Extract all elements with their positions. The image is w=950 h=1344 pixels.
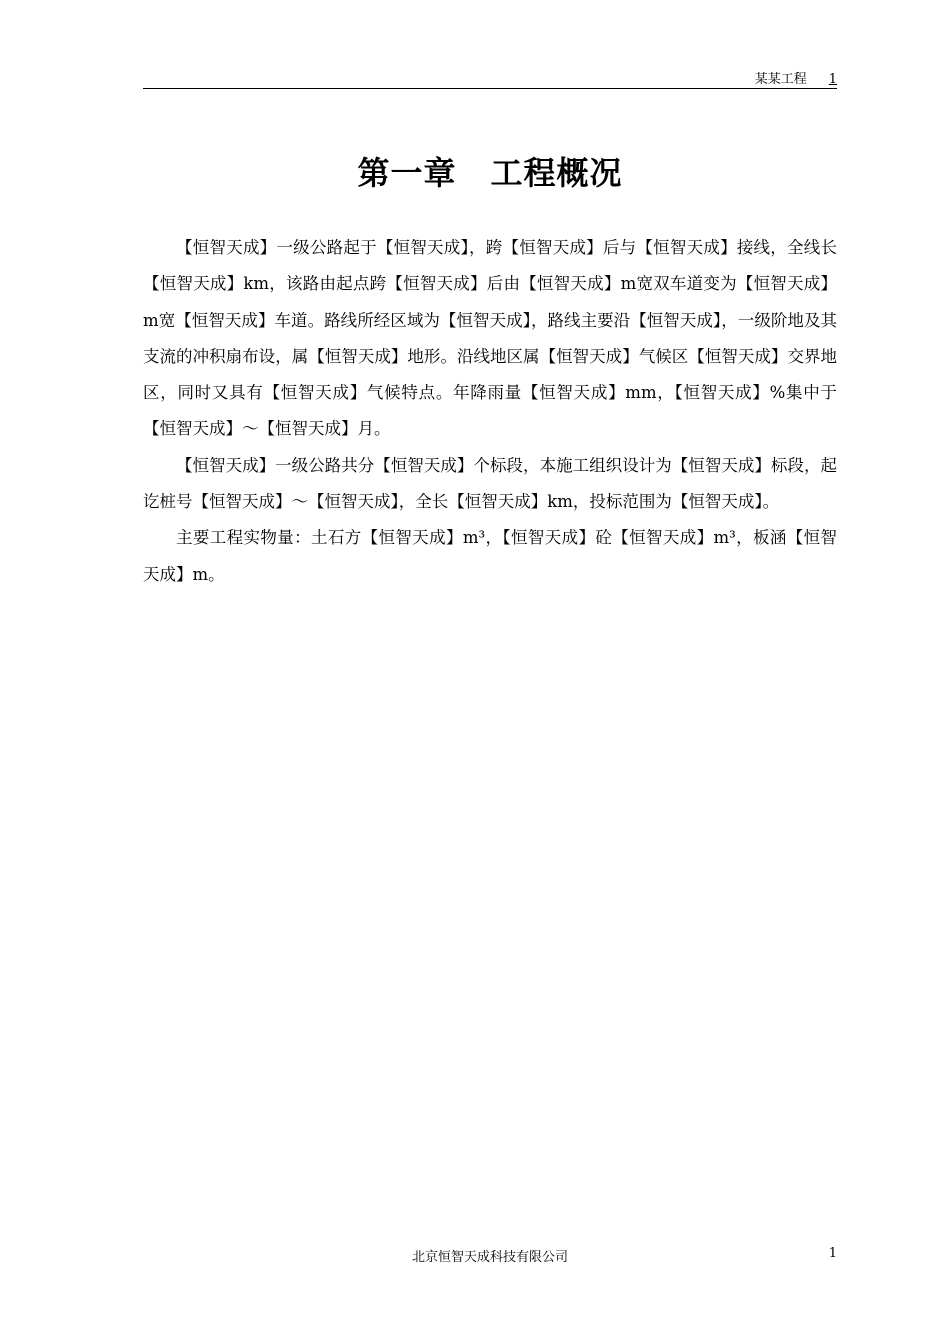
header-page-number: 1 [828,72,837,87]
header-right [755,68,837,87]
paragraph: 【恒智天成】一级公路起于【恒智天成】，跨【恒智天成】后与【恒智天成】接线，全线长【恒智天成】km，该路由起点跨【恒智天成】后由【恒智天成】m宽双车道变为【恒智天成】m宽【恒智天成】车道。路线所经区域为【恒智天成】，路线主要沿【恒智天成】，一级阶地及其支流的冲积扇布设，属【恒智天成】地形。沿线地区属【恒智天成】气候区【恒智天成】交界地区，同时又具有【恒智天成】气候特点。年降雨量【恒智天成】mm，【恒智天成】%集中于【恒智天成】～【恒智天成】月。 [143,238,837,439]
footer-page-number: 1 [828,1246,837,1261]
paragraph: 【恒智天成】一级公路共分【恒智天成】个标段，本施工组织设计为【恒智天成】标段，起讫桩号【恒智天成】～【恒智天成】，全长【恒智天成】km，投标范围为【恒智天成】。 [143,455,837,512]
body-text [143,230,837,593]
page-footer [143,1246,837,1266]
footer-company: 北京恒智天成科技有限公司 [411,1250,568,1265]
chapter-number: 第一章 [357,154,457,192]
paragraph: 主要工程实物量：土石方【恒智天成】m³，【恒智天成】砼【恒智天成】m³，板涵【恒智天成】m。 [143,528,837,584]
page-header [143,66,837,89]
header-title: 某某工程 [754,72,807,87]
chapter-name: 工程概况 [490,154,623,192]
chapter-title [143,148,837,194]
